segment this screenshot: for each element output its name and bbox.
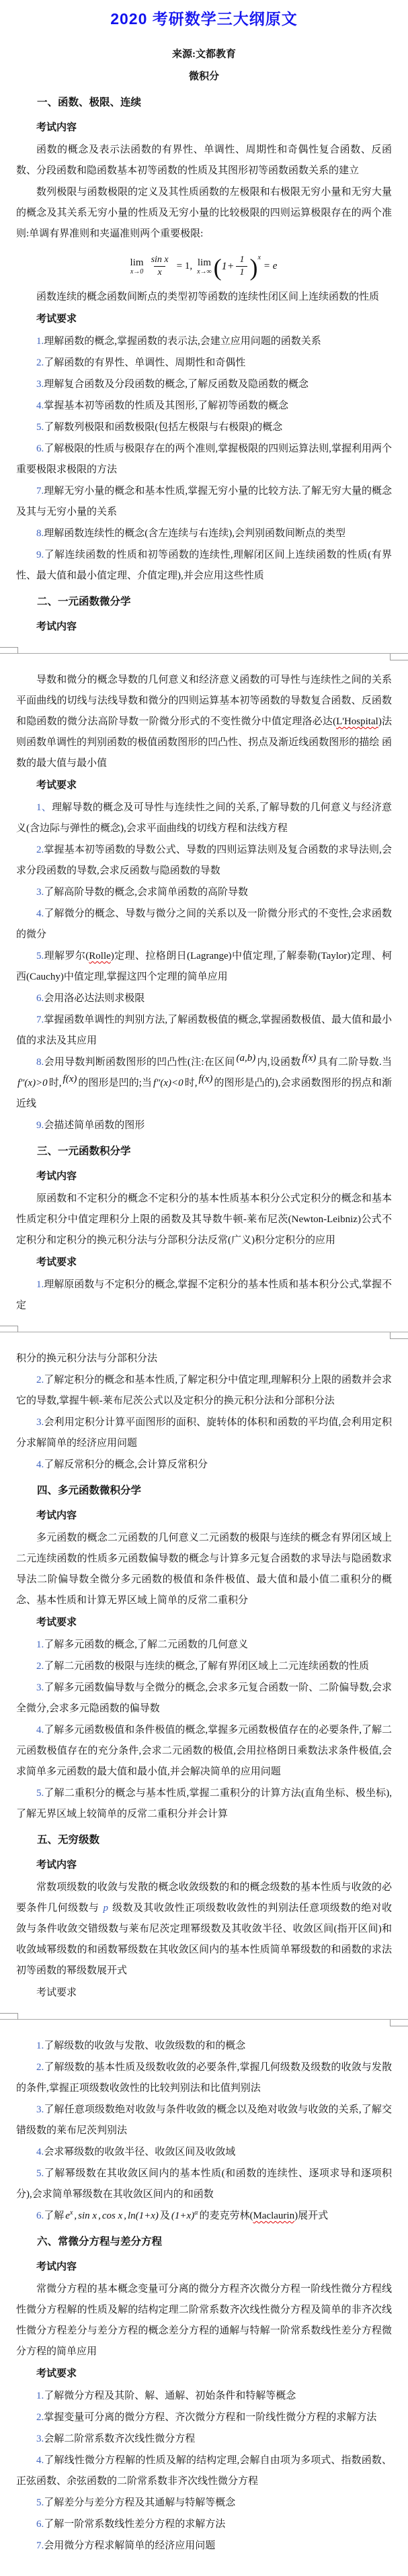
text-run: 会用导数判断函数图形的凹凸性(注:在区间	[44, 1057, 235, 1068]
text-run: )展开式	[294, 2210, 329, 2221]
page-break-right-mark	[390, 2020, 408, 2026]
text-run: 时,	[48, 1078, 62, 1088]
inline-math: $(1+x)^\alpha$	[171, 2209, 198, 2221]
item-number: 6.	[36, 993, 44, 1004]
list-item: 9.会描述简单函数的图形	[36, 1120, 145, 1131]
text-run: 的图形是凸的),会求函数图形的拐点和渐近线	[16, 1078, 392, 1109]
list-item: 1.了解多元函数的概念,了解二元函数的几何意义	[36, 1639, 249, 1650]
latin-term: Maclaurin	[253, 2210, 295, 2221]
item-number: 4.	[36, 1725, 44, 1735]
list-item: 1.了解微分方程及其阶、解、通解、初始条件和特解等概念	[36, 2391, 296, 2401]
page-break-line	[0, 2019, 408, 2020]
lim-symbol: lim	[197, 257, 211, 268]
text-run: 导数和微分的概念导数的几何意义和经济意义函数的可导性与连续性之间的关系平面曲线的切线与法线导数和微分的四则运算基本初等函数的导数复合函数、反函数和隐函数的微分法高阶导数一阶微分形式的不变性微分中值定理洛必达(	[16, 675, 392, 727]
latin-term: Lagrange	[190, 951, 229, 961]
document-content	[16, 92, 392, 2557]
item-number: 1.	[36, 1639, 44, 1650]
exam-requirements-heading: 考试要求	[36, 780, 77, 791]
list-item: 8.理解函数连续性的概念(含左连续与右连续),会判别函数间断点的类型	[36, 528, 345, 539]
list-item: 4.掌握基本初等函数的性质及其图形,了解初等函数的概念	[36, 400, 289, 411]
paragraph: 积分的换元积分法与分部积分法	[16, 1353, 158, 1364]
inner-term: 1+	[221, 260, 235, 272]
lim-subscript: x→0	[130, 267, 144, 275]
exam-requirements-heading: 考试要求	[36, 1617, 77, 1628]
list-item: 2.掌握基本初等函数的导数公式、导数的四则运算法则及复合函数的求导法则,会求分段函数的导数,会求反函数与隐函数的导数	[16, 845, 392, 876]
list-item: 7.理解无穷小量的概念和基本性质,掌握无穷小量的比较方法.了解无穷大量的概念及其与无穷小量的关系	[16, 486, 392, 517]
limit-formula: lim x→0 $\frac{\text{sin x}}{x}$ = 1, lim x→∞ ( 1+ $\frac{1}{1}$ ) x = e	[130, 253, 278, 281]
inline-math: p	[103, 1903, 108, 1914]
paragraph: 数列极限与函数极限的定义及其性质函数的左极限和右极限无穷小量和无穷大量的概念及其关系无穷小量的性质及无穷小量的比较极限的四则运算极限存在的两个准则:单调有界准则和夹逼准则两个重要极限:	[16, 187, 392, 239]
fraction-numerator: sin x	[151, 255, 169, 265]
item-number: 4.	[36, 2455, 44, 2466]
text-run: 常数项级数的收敛与发散的概念收敛级数的和的概念级数的基本性质与收敛的必要条件几何级数与	[16, 1882, 392, 1914]
equals-one: = 1,	[176, 261, 193, 271]
latin-term: Taylor	[321, 951, 348, 961]
inline-math: ln(1+x)	[127, 2210, 159, 2221]
section-heading: 三、一元函数积分学	[37, 1146, 131, 1157]
text-run: ,	[74, 2210, 77, 2221]
section	[16, 1141, 392, 1475]
list-item: 3.理解复合函数及分段函数的概念,了解反函数及隐函数的概念	[36, 379, 309, 390]
list-item: 1.理解原函数与不定积分的概念,掌握不定积分的基本性质和基本积分公式,掌握不定	[16, 1279, 392, 1311]
list-item: 5.了解数列极限和函数极限(包括左极限与右极限)的概念	[36, 422, 283, 433]
text-run: ,	[124, 2210, 126, 2221]
section-heading: 一、函数、极限、连续	[37, 97, 142, 108]
list-item: 2.掌握变量可分离的微分方程、齐次微分方程和一阶线性微分方程的求解方法	[36, 2412, 377, 2423]
item-number: 1、	[36, 802, 52, 813]
section-heading: 二、一元函数微分学	[37, 596, 131, 607]
item-number: 4.	[36, 1459, 44, 1470]
limit-operator	[130, 258, 144, 275]
item-number: 2.	[36, 845, 44, 855]
list-item: 5.了解二重积分的概念与基本性质,掌握二重积分的计算方法(直角坐标、极坐标),了解无界区域上较简单的反常二重积分并会计算	[16, 1788, 392, 1819]
item-number: 3.	[36, 2434, 44, 2444]
item-number: 5.	[36, 2168, 44, 2179]
text-run: )定理、柯西(	[16, 951, 393, 982]
text-run: 具有二阶导数.当	[317, 1057, 392, 1068]
item-number: 2.	[36, 357, 44, 368]
list-item: 6.会用洛必达法则求极限	[36, 993, 145, 1004]
list-item	[16, 1052, 392, 1115]
latin-term: Cauchy	[30, 972, 60, 982]
exam-content-heading: 考试内容	[36, 1510, 77, 1521]
list-item: 9.了解连续函数的性质和初等函数的连续性,理解闭区间上连续函数的性质(有界性、最大值和最小值定理、介值定理),并会应用这些性质	[16, 550, 392, 581]
page-break	[0, 1320, 408, 1344]
text-run: 及	[159, 2210, 170, 2221]
exponent: x	[257, 253, 261, 261]
item-number: 5.	[36, 422, 44, 433]
fraction-denominator: x	[154, 266, 165, 277]
text-run: 了解	[44, 2210, 65, 2221]
list-item: 2.了解级数的基本性质及级数收敛的必要条件,掌握几何级数及级数的收敛与发散的条件,掌握正项级数收敛性的比较判别法和比值判别法	[16, 2062, 392, 2094]
item-number: 5.	[36, 2497, 44, 2508]
text-run: 时,	[184, 1078, 198, 1088]
list-item: 1.理解函数的概念,掌握函数的表示法,会建立应用问题的函数关系	[36, 336, 321, 347]
item-number: 1.	[36, 1279, 44, 1290]
list-item: 5.了解幂级数在其收敛区间内的基本性质(和函数的连续性、逐项求导和逐项积分),会求简单幂级数在其收敛区间内的和函数	[16, 2168, 392, 2200]
limit-operator	[197, 258, 212, 275]
text-run: 理解罗尔(	[44, 951, 89, 961]
inline-math: sin x	[78, 2210, 97, 2221]
latin-term: Newton-Leibniz	[291, 1214, 358, 1225]
text-run: 的麦克劳林(	[199, 2210, 253, 2221]
item-number: 8.	[36, 528, 44, 539]
inline-math: f(x)	[63, 1074, 77, 1084]
item-number: 3.	[36, 1682, 44, 1693]
item-number: 4.	[36, 908, 44, 919]
list-item: 3.会利用定积分计算平面图形的面积、旋转体的体积和函数的平均值,会利用定积分求解简单的经济应用问题	[16, 1417, 392, 1449]
fraction-numerator: 1	[239, 255, 245, 265]
paragraph: 常微分方程的基本概念变量可分离的微分方程齐次微分方程一阶线性微分方程线性微分方程解的性质及解的结构定理二阶常系数齐次线性微分方程及简单的非齐次线性微分方程差分与差分方程的概念差分方程的通解与特解一阶常系数线性差分方程微分方程的简单应用	[16, 2284, 392, 2357]
item-number: 9.	[36, 550, 44, 560]
item-number: 3.	[36, 1417, 44, 1428]
fraction	[236, 255, 247, 277]
item-number: 2.	[36, 2412, 44, 2423]
list-item: 4.了解线性微分方程解的性质及解的结构定理,会解自由项为多项式、指数函数、正弦函数、余弦函数的二阶常系数非齐次线性微分方程	[16, 2455, 392, 2487]
list-item: 3.了解任意项级数绝对收敛与条件收敛的概念以及绝对收敛与收敛的关系,了解交错级数的莱布尼茨判别法	[16, 2104, 392, 2136]
text-run: )中值定理,掌握这四个定理的简单应用	[60, 972, 228, 982]
lim-subscript: x→∞	[197, 267, 212, 275]
list-item: 1.了解级数的收敛与发散、收敛级数的和的概念	[36, 2041, 246, 2051]
page-break-line	[0, 653, 408, 654]
paragraph: 函数连续的概念函数间断点的类型初等函数的连续性闭区间上连续函数的性质	[36, 292, 380, 302]
paragraph	[16, 1189, 392, 1251]
exam-content-heading: 考试内容	[36, 2262, 77, 2272]
section	[16, 92, 392, 587]
item-number: 2.	[36, 1661, 44, 1672]
list-item: 7.掌握函数单调性的判别方法,了解函数极值的概念,掌握函数极值、最大值和最小值的求法及其应用	[16, 1015, 392, 1046]
exam-requirements-heading: 考试要求	[36, 2368, 77, 2379]
page-title: 2020 考研数学三大纲原文	[110, 10, 298, 28]
list-item: 4.了解微分的概念、导数与微分之间的关系以及一阶微分形式的不变性,会求函数的微分	[16, 908, 392, 940]
item-number: 5.	[36, 951, 44, 961]
item-number: 4.	[36, 400, 44, 411]
item-number: 7.	[36, 1015, 44, 1025]
inline-math: f″(x)<0	[153, 1078, 183, 1088]
text-run: 内,设函数	[257, 1057, 301, 1068]
list-item: 5.了解差分与差分方程及其通解与特解等概念	[36, 2497, 236, 2508]
exam-content-heading: 考试内容	[36, 122, 77, 133]
item-number: 2.	[36, 2062, 44, 2073]
page-break-left-mark	[0, 2013, 18, 2020]
item-number: 1.	[36, 2391, 44, 2401]
page-break-right-mark	[390, 654, 408, 660]
list-item: 6.了解一阶常系数线性差分方程的求解方法	[36, 2519, 226, 2530]
list-item: 2.了解函数的有界性、单调性、周期性和奇偶性	[36, 357, 246, 368]
item-number: 2.	[36, 1375, 44, 1385]
item-number: 7.	[36, 486, 44, 497]
inline-math: f(x)	[302, 1053, 317, 1064]
item-number: 3.	[36, 887, 44, 898]
latin-term: L'Hospital	[336, 716, 378, 727]
item-number: 7.	[36, 2540, 44, 2551]
text-run: )定理、拉格朗日(	[110, 951, 191, 961]
inline-math: $e^x$	[65, 2209, 73, 2221]
list-item: 3.了解高阶导数的概念,会求简单函数的高阶导数	[36, 887, 249, 898]
section	[16, 2231, 392, 2557]
section	[16, 1830, 392, 2227]
item-number: 6.	[36, 2519, 44, 2530]
text-run: 的图形是凹的;当	[78, 1078, 152, 1088]
item-number: 6.	[36, 2210, 44, 2221]
page-break-left-mark	[0, 647, 18, 654]
text-run: 级数及其收敛性正项级数收敛性的判别法任意项级数的绝对收敛与条件收敛交错级数与莱布尼茨定理幂级数及其收敛半径、收敛区间(指开区间)和收敛域幂级数的和函数幂级数在其收敛区间内的基本性质简单幂级数的和函数的求法初等函数的幂级数展开式	[16, 1903, 392, 1976]
list-item: 2.了解二元函数的极限与连续的概念,了解有界闭区域上二元连续函数的性质	[36, 1661, 370, 1672]
section	[16, 1480, 392, 1825]
paragraph: 函数的概念及表示法函数的有界性、单调性、周期性和奇偶性复合函数、反函数、分段函数和隐函数基本初等函数的性质及其图形初等函数函数关系的建立	[16, 144, 392, 176]
page-break-left-mark	[0, 1326, 18, 1332]
exam-requirements-heading: 考试要求	[36, 314, 77, 325]
paragraph	[16, 670, 392, 774]
list-item	[16, 2206, 392, 2227]
inline-math: f(x)	[198, 1074, 213, 1084]
exam-requirements-heading: 考试要求	[36, 1257, 77, 1268]
latin-term: Rolle	[89, 951, 111, 961]
paragraph: 多元函数的概念二元函数的几何意义二元函数的极限与连续的概念有界闭区域上二元连续函数的性质多元函数偏导数的概念与计算多元复合函数的求导法与隐函数求导法二阶偏导数全微分多元函数的极值和条件极值、最大值和最小值二重积分的概念、基本性质和计算无界区域上简单的反常二重积分	[16, 1533, 392, 1606]
item-number: 3.	[36, 2104, 44, 2115]
item-number: 9.	[36, 1120, 44, 1131]
item-number: 6.	[36, 443, 44, 454]
item-number: 8.	[36, 1057, 44, 1068]
item-number: 5.	[36, 1788, 44, 1799]
section-heading: 四、多元函数微积分学	[37, 1485, 142, 1496]
item-number: 3.	[36, 379, 44, 390]
exam-content-heading: 考试内容	[36, 1171, 77, 1182]
paragraph	[16, 1877, 392, 1981]
list-item: 3.会解二阶常系数齐次线性微分方程	[36, 2434, 196, 2444]
inline-math: (a,b)	[236, 1053, 256, 1064]
page-break-right-mark	[390, 1332, 408, 1339]
fraction-denominator: 1	[236, 266, 247, 277]
exam-requirements-heading: 考试要求	[36, 1987, 77, 1998]
text-run: )中值定理,了解泰勒(	[228, 951, 321, 961]
item-number: 4.	[36, 2147, 44, 2157]
text-run: )公式不定积分和定积分的换元积分法与分部积分法反常(广义)积分定积分的应用	[16, 1214, 393, 1246]
item-number: 1.	[36, 336, 44, 347]
list-item: 4.会求幂级数的收敛半径、收敛区间及收敛域	[36, 2147, 236, 2157]
list-item: 4.了解多元函数极值和条件极值的概念,掌握多元函数极值存在的必要条件,了解二元函数极值存在的充分条件,会求二元函数的极值,会用拉格朗日乘数法求条件极值,会求简单多元函数的最大值和最小值,并会解决简单的应用问题	[16, 1725, 392, 1777]
text-run: 原函数和不定积分的概念不定积分的基本性质基本积分公式定积分的概念和基本性质定积分中值定理积分上限的函数及其导数牛顿-莱布尼茨(	[16, 1193, 392, 1225]
list-item: 7.会用微分方程求解简单的经济应用问题	[36, 2540, 216, 2551]
page-break	[0, 2008, 408, 2032]
text-run: )法则函数单调性的判别函数的极值函数图形的凹凸性、拐点及渐近线函数图形的描绘 函数的最大值与最小值	[16, 716, 393, 769]
inline-math: f″(x)>0	[17, 1078, 48, 1088]
exam-content-heading: 考试内容	[36, 1860, 77, 1871]
list-item: 4.了解反常积分的概念,会计算反常积分	[36, 1459, 208, 1470]
list-item: 3.了解多元函数偏导数与全微分的概念,会求多元复合函数一阶、二阶偏导数,会求全微分,会求多元隐函数的偏导数	[16, 1682, 392, 1714]
text-run: ,	[98, 2210, 101, 2221]
exam-content-heading: 考试内容	[36, 621, 77, 632]
section	[16, 591, 392, 1136]
subject-heading: 微积分	[188, 71, 219, 82]
equals-e: = e	[263, 261, 278, 271]
inline-math: cos x	[101, 2210, 123, 2221]
list-item: 6.了解极限的性质与极限存在的两个准则,掌握极限的四则运算法则,掌握利用两个重要极限求极限的方法	[16, 443, 392, 475]
lim-symbol: lim	[130, 257, 144, 268]
list-item	[16, 946, 392, 988]
fraction	[148, 255, 172, 277]
source-line: 来源:文都教育	[172, 49, 236, 60]
section-heading: 五、无穷级数	[37, 1834, 100, 1846]
page-break	[0, 642, 408, 666]
list-item: 1、理解导数的概念及可导性与连续性之间的关系,了解导数的几何意义与经济意义(含边际与弹性的概念),会求平面曲线的切线方程和法线方程	[16, 802, 392, 834]
list-item: 2.了解定积分的概念和基本性质,了解定积分中值定理,理解积分上限的函数并会求它的导数,掌握牛顿-莱布尼茨公式以及定积分的换元积分法和分部积分法	[16, 1375, 392, 1406]
section-heading: 六、常微分方程与差分方程	[37, 2236, 163, 2247]
item-number: 1.	[36, 2041, 44, 2051]
